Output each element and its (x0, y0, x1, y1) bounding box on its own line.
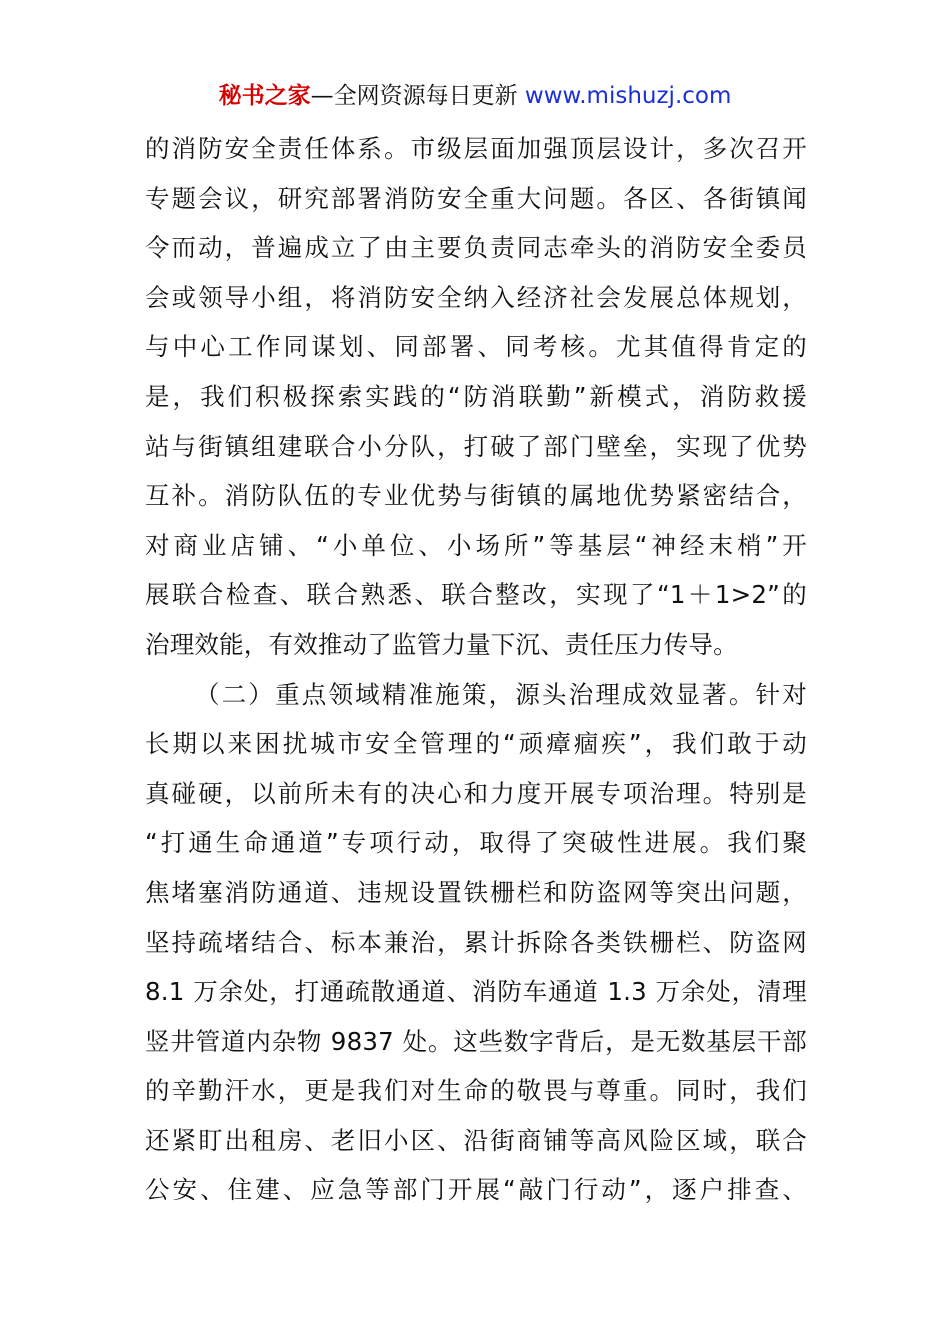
site-header (0, 80, 950, 112)
text-line: 展联合检查、联合熟悉、联合整改，实现了“1＋1>2”的 (145, 580, 807, 610)
text-line: 公安、住建、应急等部门开展“敲门行动”，逐户排查、 (145, 1175, 807, 1205)
text-line: “打通生命通道”专项行动，取得了突破性进展。我们聚 (145, 828, 807, 858)
text-line: 与中心工作同谋划、同部署、同考核。尤其值得肯定的 (145, 332, 807, 362)
text-line: 竖井管道内杂物 9837 处。这些数字背后，是无数基层干部 (145, 1026, 807, 1056)
text-line: 对商业店铺、“小单位、小场所”等基层“神经末梢”开 (145, 530, 807, 560)
text-line: 的消防安全责任体系。市级层面加强顶层设计，多次召开 (145, 134, 807, 163)
text-line: 长期以来困扰城市安全管理的“顽瘴痼疾”，我们敢于动 (145, 729, 807, 759)
text-line: 的辛勤汗水，更是我们对生命的敬畏与尊重。同时，我们 (145, 1076, 807, 1106)
text-line: 是，我们积极探索实践的“防消联勤”新模式，消防救援 (145, 381, 807, 411)
text-line: 会或领导小组，将消防安全纳入经济社会发展总体规划， (145, 282, 807, 312)
text-line: 8.1 万余处，打通疏散通道、消防车通道 1.3 万余处，清理 (145, 977, 807, 1007)
text-line: 令而动，普遍成立了由主要负责同志牵头的消防安全委员 (145, 233, 807, 263)
site-brand: 秘书之家 (218, 83, 311, 109)
text-line: 真碰硬，以前所未有的决心和力度开展专项治理。特别是 (145, 778, 807, 808)
section-heading-line: （二）重点领域精准施策，源头治理成效显著。针对 (195, 679, 807, 709)
site-tagline: —全网资源每日更新 (310, 83, 518, 109)
site-url-link[interactable]: www.mishuzj.com (524, 83, 732, 109)
document-body (145, 124, 807, 1215)
text-line: 站与街镇组建联合小分队，打破了部门壁垒，实现了优势 (145, 431, 807, 461)
text-line: 专题会议，研究部署消防安全重大问题。各区、各街镇闻 (145, 183, 807, 213)
text-line: 坚持疏堵结合、标本兼治，累计拆除各类铁栅栏、防盗网 (145, 927, 807, 957)
text-line: 治理效能，有效推动了监管力量下沉、责任压力传导。 (145, 629, 738, 659)
text-line: 焦堵塞消防通道、违规设置铁栅栏和防盗网等突出问题， (145, 877, 807, 907)
text-line: 还紧盯出租房、老旧小区、沿街商铺等高风险区域，联合 (145, 1125, 807, 1155)
text-line: 互补。消防队伍的专业优势与街镇的属地优势紧密结合， (145, 481, 807, 511)
